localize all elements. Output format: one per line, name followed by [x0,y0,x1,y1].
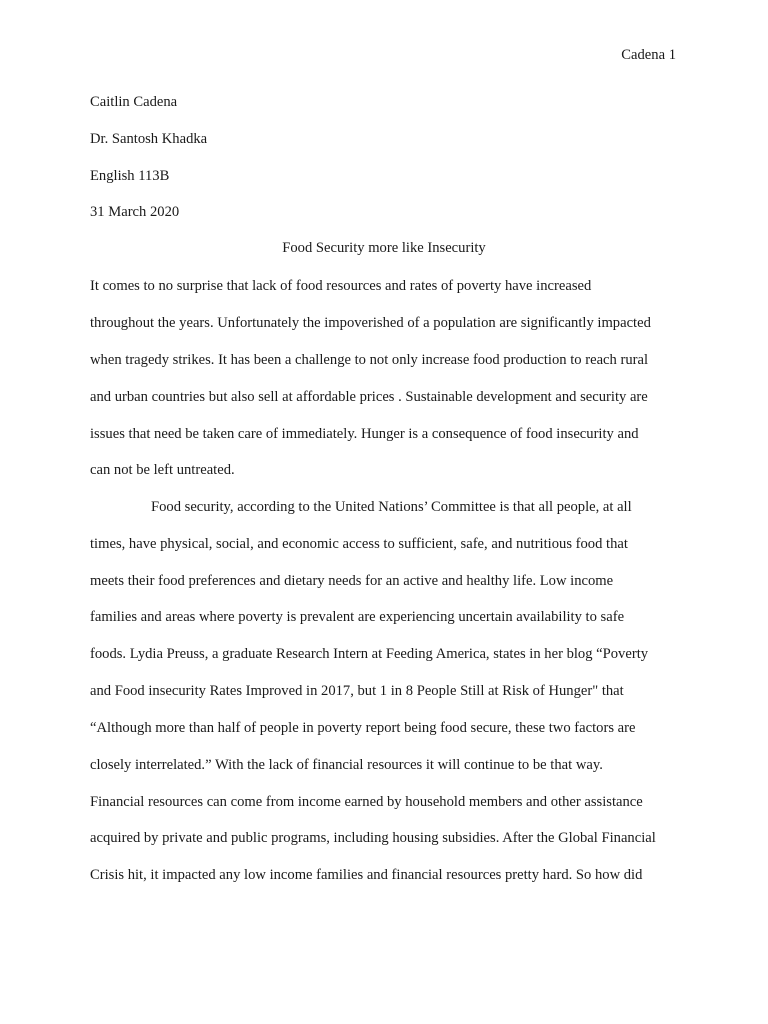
body-line: and Food insecurity Rates Improved in 2017, but 1 in 8 People Still at Risk of Hunger" that [90,683,624,699]
body-line: issues that need be taken care of immediately. Hunger is a consequence of food insecurity and [90,426,639,442]
body-line: It comes to no surprise that lack of food resources and rates of poverty have increased [90,278,592,294]
body-line: families and areas where poverty is prevalent are experiencing uncertain availability to safe [90,609,625,625]
body-line-indented: Food security, according to the United Nations’ Committee is that all people, at all [151,499,632,515]
body-line: foods. Lydia Preuss, a graduate Research Intern at Feeding America, states in her blog “Poverty [90,646,649,662]
body-line: and urban countries but also sell at affordable prices . Sustainable development and security are [90,389,648,405]
essay-date: 31 March 2020 [90,204,180,220]
body-line: when tragedy strikes. It has been a challenge to not only increase food production to reach rural [90,352,649,368]
body-line: Financial resources can come from income earned by household members and other assistance [90,794,643,810]
body-line: meets their food preferences and dietary needs for an active and healthy life. Low income [90,573,614,589]
essay-title: Food Security more like Insecurity [282,240,486,256]
student-name: Caitlin Cadena [90,94,178,110]
body-line: acquired by private and public programs, including housing subsidies. After the Global Financial [90,830,656,846]
body-line: throughout the years. Unfortunately the impoverished of a population are significantly impacted [90,315,651,331]
running-head: Cadena 1 [621,47,676,63]
body-line: times, have physical, social, and economic access to sufficient, safe, and nutritious food that [90,536,628,552]
instructor-name: Dr. Santosh Khadka [90,131,208,147]
body-line: Crisis hit, it impacted any low income families and financial resources pretty hard. So how did [90,867,643,883]
body-line: closely interrelated.” With the lack of financial resources it will continue to be that way. [90,757,603,773]
course-name: English 113B [90,168,170,184]
body-line: “Although more than half of people in poverty report being food secure, these two factors are [90,720,636,736]
body-line: can not be left untreated. [90,462,235,478]
